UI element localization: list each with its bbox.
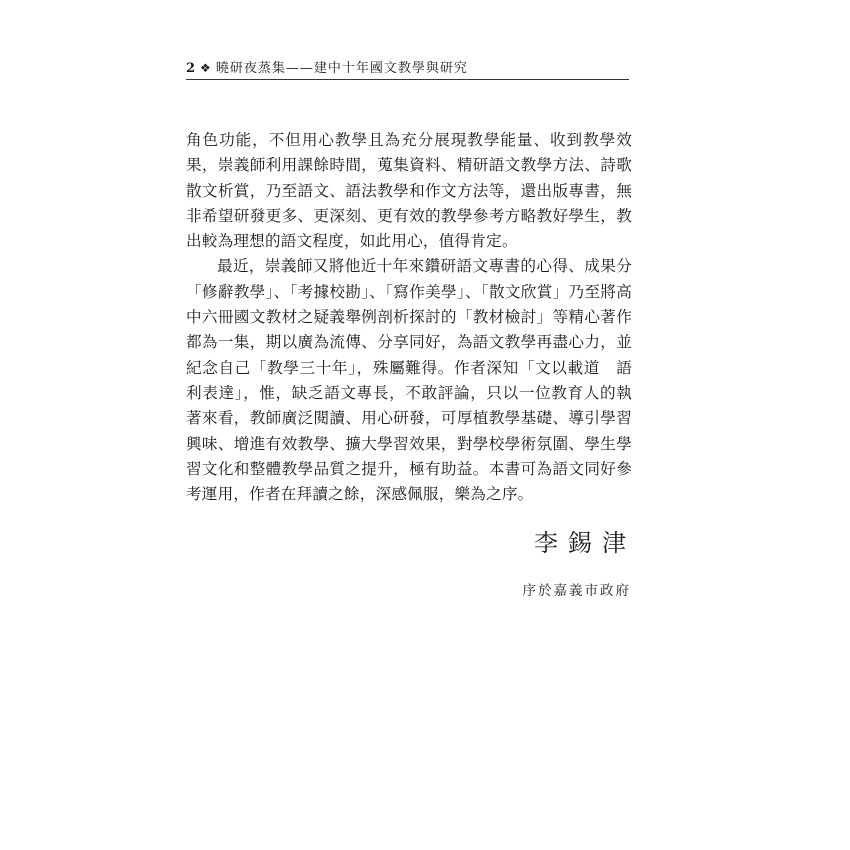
ornament-icon: ❖ (200, 61, 212, 75)
page-number: 2 (186, 61, 197, 76)
header-rule (186, 79, 629, 80)
paragraph-2: 最近，崇義師又將他近十年來鑽研語文專書的心得、成果分「修辭教學」、「考據校勘」、「寫作美學」、「散文欣賞」乃至將高中六冊國文教材之疑義舉例剖析探討的「教材檢討」等精心著作都為一集，期以廣為流傳、分享同好，為語文教學再盡心力，並紀念自己「教學三十年」，殊屬難得。作者深知「文以載道 語利表達」，惟，缺乏語文專長，不敢評論，只以一位教育人的執著來看，教師廣泛閱讀、用心研發，可厚植教學基礎、導引學習興味、增進有效教學、擴大學習效果，對學校學術氛圍、學生學習文化和整體教學品質之提升，極有助益。本書可為語文同好參考運用，作者在拜讀之餘，深感佩服，樂為之序。 (186, 257, 632, 504)
signing-place: 序於嘉義市政府 (522, 583, 631, 599)
author-signature: 李錫津 (534, 529, 636, 557)
preface-body (186, 128, 632, 507)
paragraph-1: 角色功能，不但用心教學且為充分展現教學能量、收到教學效果，崇義師利用課餘時間，蒐集資料、精研語文教學方法、詩歌散文析賞，乃至語文、語法教學和作文方法等，還出版專書，無非希望研發更多、更深刻、更有效的教學參考方略教好學生，教出較為理想的語文程度，如此用心，值得肯定。 (186, 131, 632, 251)
running-title: 曉研夜蒸集——建中十年國文教學與研究 (215, 61, 468, 76)
running-header (186, 58, 628, 80)
